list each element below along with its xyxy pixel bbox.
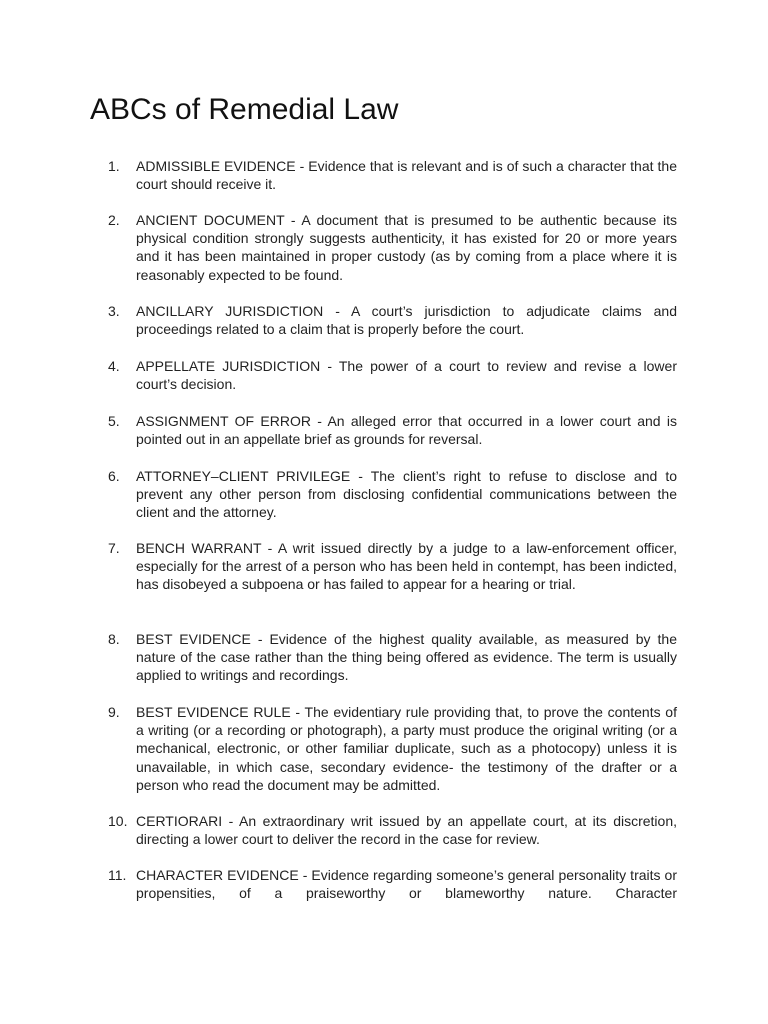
item-number: 10. (108, 813, 128, 829)
item-number: 5. (108, 413, 120, 429)
item-number: 2. (108, 212, 120, 228)
item-text: ASSIGNMENT OF ERROR - An alleged error that occurred in a lower court and is pointed out in an appellate brief as grounds for reversal. (136, 413, 677, 448)
item-text: ATTORNEY–CLIENT PRIVILEGE - The client’s right to refuse to disclose and to prevent any other person from disclosing confidential communications between the client and the attorney. (136, 468, 677, 521)
item-number: 7. (108, 540, 120, 556)
item-text: ANCIENT DOCUMENT - A document that is presumed to be authentic because its physical condition strongly suggests authenticity, it has existed for 20 or more years and it has been maintained in proper custody (as by coming from a place where it is reasonably expected to be found. (136, 212, 677, 283)
item-text: APPELLATE JURISDICTION - The power of a court to review and revise a lower court’s decision. (136, 358, 677, 393)
item-number: 11. (108, 867, 127, 883)
document-title: ABCs of Remedial Law (90, 93, 399, 126)
item-text: CHARACTER EVIDENCE - Evidence regarding someone’s general personality traits or propensities, of a praiseworthy or blameworthy nature. Character (136, 867, 677, 902)
item-text: BEST EVIDENCE RULE - The evidentiary rule providing that, to prove the contents of a writing (or a recording or photograph), a party must produce the original writing (or a mechanical, electronic, or other familiar duplicate, such as a photocopy) unless it is unavailable, in which case, secondary evidence- the testimony of the drafter or a person who read the document may be admitted. (136, 704, 677, 793)
item-number: 9. (108, 704, 120, 720)
item-number: 8. (108, 631, 120, 647)
item-number: 4. (108, 358, 120, 374)
item-text: ANCILLARY JURISDICTION - A court’s jurisdiction to adjudicate claims and proceedings related to a claim that is properly before the court. (136, 303, 677, 338)
item-text: ADMISSIBLE EVIDENCE - Evidence that is relevant and is of such a character that the court should receive it. (136, 158, 677, 193)
item-text: CERTIORARI - An extraordinary writ issued by an appellate court, at its discretion, directing a lower court to deliver the record in the case for review. (136, 813, 677, 848)
list-item (0, 866, 768, 912)
item-number: 3. (108, 303, 120, 319)
item-text: BEST EVIDENCE - Evidence of the highest quality available, as measured by the nature of the case rather than the thing being offered as evidence. The term is usually applied to writings and recordings. (136, 631, 677, 684)
item-number: 1. (108, 158, 120, 174)
item-number: 6. (108, 468, 120, 484)
item-text: BENCH WARRANT - A writ issued directly by a judge to a law-enforcement officer, especially for the arrest of a person who has been held in contempt, has been indicted, has disobeyed a subpoena or has failed to appear for a hearing or trial. (136, 540, 677, 593)
